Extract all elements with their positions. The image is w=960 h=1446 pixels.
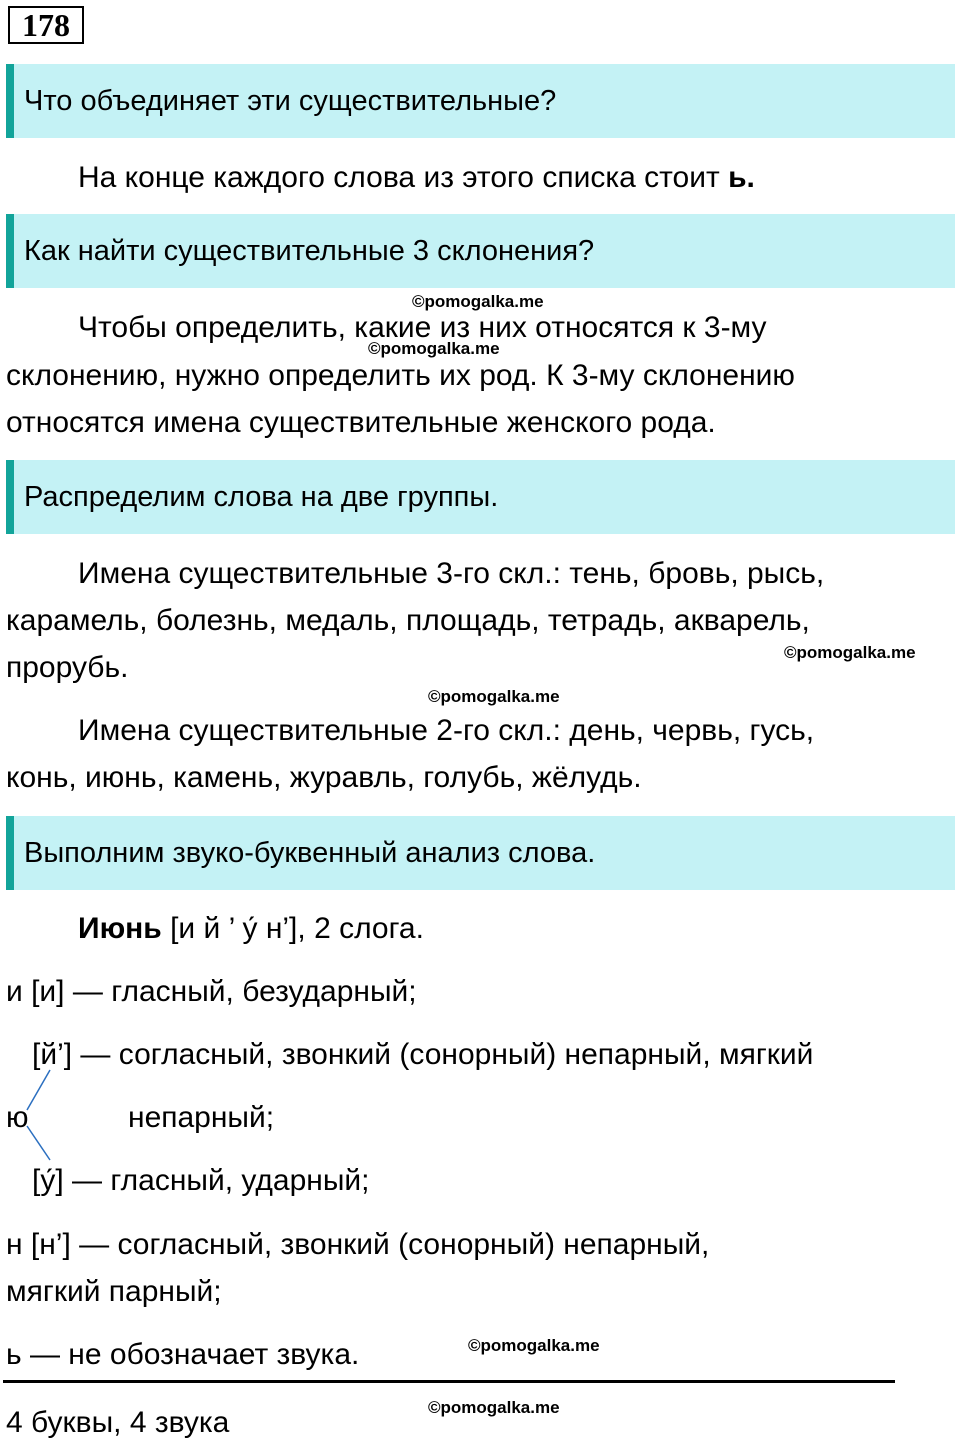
- group-1-line-3: прорубь.: [6, 651, 129, 684]
- analysis-line-soft-sign: ь — не обозначает звука.: [6, 1338, 360, 1371]
- summary: 4 буквы, 4 звука: [6, 1406, 230, 1439]
- analysis-line-j-cont: непарный;: [128, 1101, 275, 1134]
- soft-sign-bold: ь.: [728, 161, 755, 194]
- analysis-line-i: и [и] — гласный, безударный;: [6, 975, 417, 1008]
- watermark: ©pomogalka.me: [428, 1398, 560, 1417]
- answer-2-line-2: склонению, нужно определить их род. К 3-му склонению: [6, 359, 795, 392]
- letter-yu: ю: [6, 1101, 29, 1134]
- question-bar-3: Распределим слова на две группы.: [6, 460, 955, 534]
- watermark: ©pomogalka.me: [784, 643, 916, 662]
- answer-1-text: На конце каждого слова из этого списка стоит: [78, 161, 729, 194]
- divider-line: [3, 1380, 895, 1383]
- question-bar-1: Что объединяет эти существительные?: [6, 64, 955, 138]
- analysis-line-n-1: н [н’] — согласный, звонкий (сонорный) непарный,: [6, 1228, 710, 1261]
- group-1-line-1: Имена существительные 3-го скл.: тень, бровь, рысь,: [78, 557, 825, 590]
- branch-line-down: [27, 1126, 50, 1160]
- group-2-line-1: Имена существительные 2-го скл.: день, червь, гусь,: [78, 714, 815, 747]
- answer-2-line-1: Чтобы определить, какие из них относятся к 3-му: [78, 311, 767, 344]
- transcription: [и й ’ у́ н’], 2 слога.: [161, 912, 424, 945]
- watermark: ©pomogalka.me: [468, 1336, 600, 1355]
- watermark: ©pomogalka.me: [428, 687, 560, 706]
- analysis-line-n-2: мягкий парный;: [6, 1275, 222, 1308]
- group-1-line-2: карамель, болезнь, медаль, площадь, тетрадь, акварель,: [6, 604, 810, 637]
- analyzed-word: Июнь: [78, 912, 162, 945]
- watermark: ©pomogalka.me: [412, 292, 544, 311]
- answer-2-line-3: относятся имена существительные женского рода.: [6, 406, 716, 439]
- group-2-line-2: конь, июнь, камень, журавль, голубь, жёлудь.: [6, 761, 642, 794]
- task-number: 178: [8, 6, 84, 44]
- analysis-line-j: [й’] — согласный, звонкий (сонорный) непарный, мягкий: [32, 1038, 814, 1071]
- branch-line-up: [27, 1070, 50, 1110]
- analysis-line-u: [у́] — гласный, ударный;: [32, 1164, 370, 1197]
- question-bar-2: Как найти существительные 3 склонения?: [6, 214, 955, 288]
- question-bar-4: Выполним звуко-буквенный анализ слова.: [6, 816, 955, 890]
- watermark: ©pomogalka.me: [368, 339, 500, 358]
